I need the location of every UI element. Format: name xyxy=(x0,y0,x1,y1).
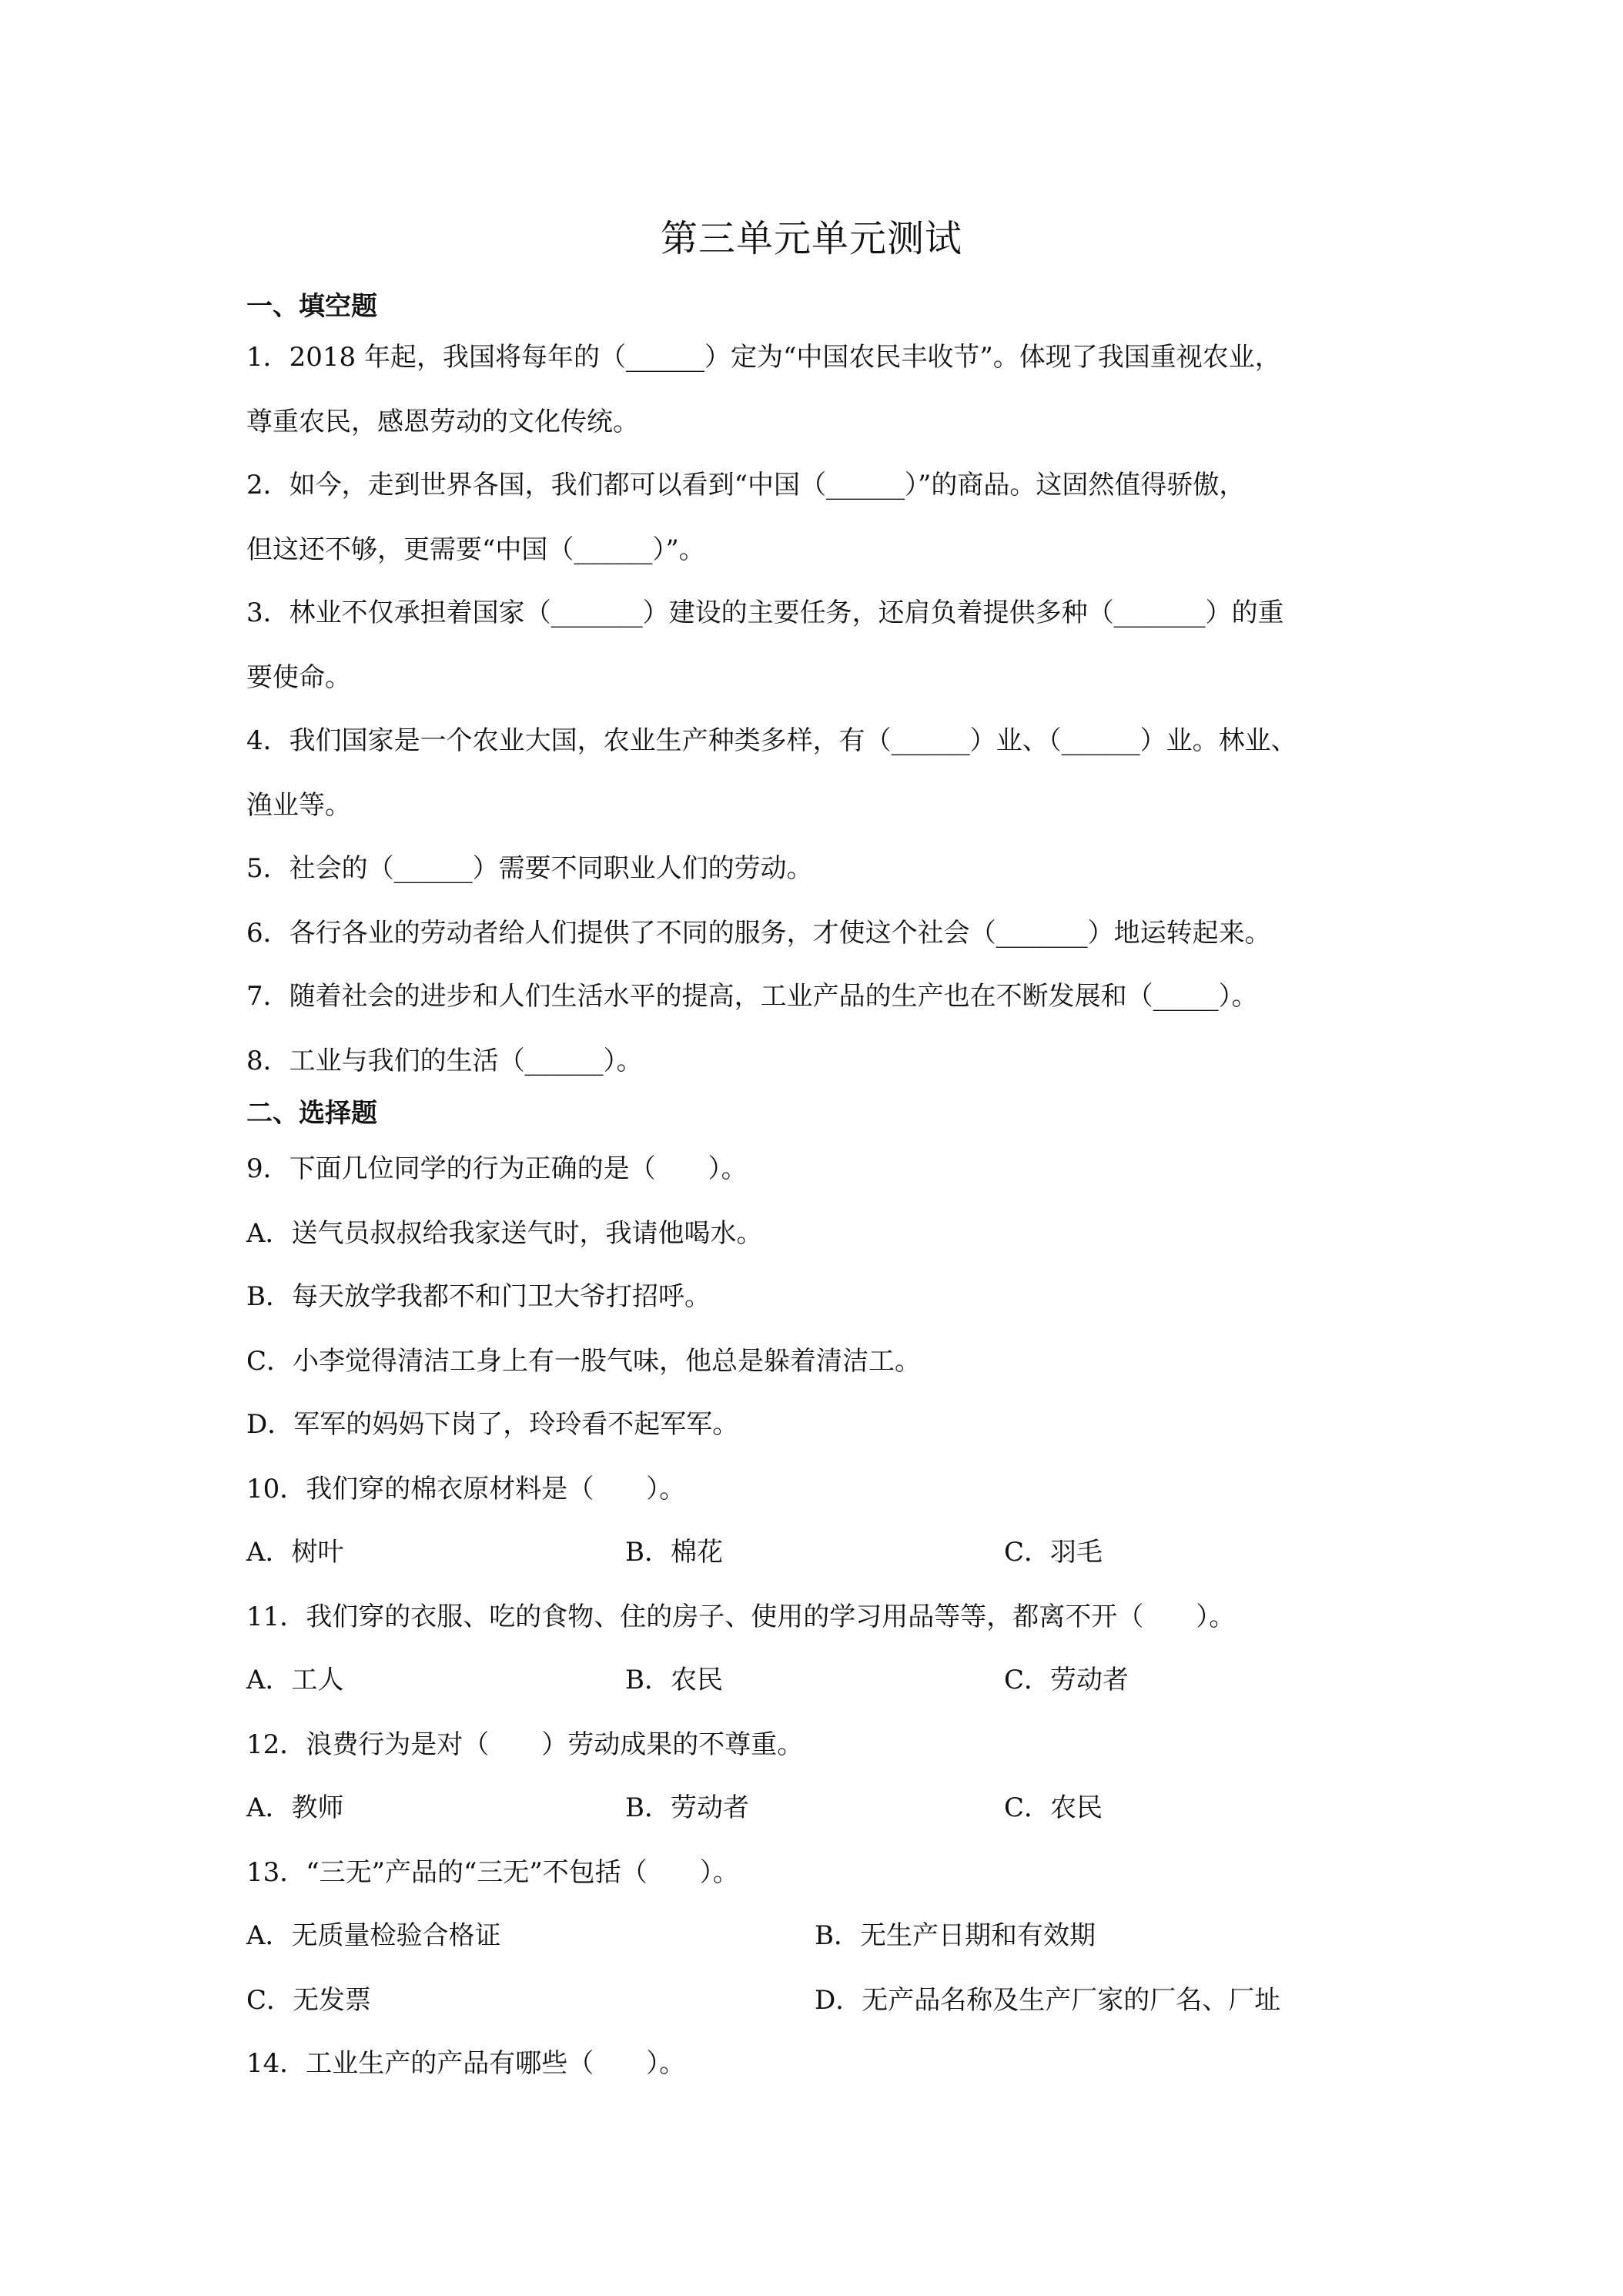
question-5: 5．社会的（______）需要不同职业人们的劳动。 xyxy=(246,853,813,884)
question-9-stem: 9．下面几位同学的行为正确的是（ ）。 xyxy=(246,1153,748,1184)
question-10-option-b: B．棉花 xyxy=(625,1537,723,1568)
question-9-option-c: C．小李觉得清洁工身上有一股气味，他总是躲着清洁工。 xyxy=(246,1346,922,1377)
question-11-option-a: A．工人 xyxy=(246,1665,344,1695)
question-4-line-2: 渔业等。 xyxy=(246,790,351,821)
section-heading-fill-blank: 一、填空题 xyxy=(246,291,377,322)
question-13-stem: 13．“三无”产品的“三无”不包括（ ）。 xyxy=(246,1857,739,1888)
question-11-stem: 11．我们穿的衣服、吃的食物、住的房子、使用的学习用品等等，都离不开（ ）。 xyxy=(246,1602,1236,1632)
question-13-option-b: B．无生产日期和有效期 xyxy=(815,1920,1096,1951)
question-12-option-a: A．教师 xyxy=(246,1792,344,1823)
question-2-line-1: 2．如今，走到世界各国，我们都可以看到“中国（______）”的商品。这固然值得骄傲， xyxy=(246,470,1246,500)
question-9-option-a: A．送气员叔叔给我家送气时，我请他喝水。 xyxy=(246,1218,763,1249)
question-9-option-b: B．每天放学我都不和门卫大爷打招呼。 xyxy=(246,1281,711,1312)
page-title: 第三单元单元测试 xyxy=(660,217,962,260)
question-4-line-1: 4．我们国家是一个农业大国，农业生产种类多样，有（______）业、（______）业。林业、 xyxy=(246,725,1297,756)
question-12-option-b: B．劳动者 xyxy=(625,1792,749,1823)
question-7: 7．随着社会的进步和人们生活水平的提高，工业产品的生产也在不断发展和（_____）。 xyxy=(246,981,1258,1012)
question-3-line-2: 要使命。 xyxy=(246,662,351,693)
question-11-option-b: B．农民 xyxy=(625,1665,723,1695)
question-1-line-2: 尊重农民，感恩劳动的文化传统。 xyxy=(246,407,639,437)
question-1-line-1: 1．2018 年起，我国将每年的（______）定为“中国农民丰收节”。体现了我国重视农业， xyxy=(246,342,1281,373)
question-10-option-a: A．树叶 xyxy=(246,1537,344,1568)
question-13-option-d: D．无产品名称及生产厂家的厂名、厂址 xyxy=(815,1985,1281,2016)
question-10-stem: 10．我们穿的棉衣原材料是（ ）。 xyxy=(246,1474,686,1504)
question-8: 8．工业与我们的生活（______）。 xyxy=(246,1046,643,1076)
question-3-line-1: 3．林业不仅承担着国家（_______）建设的主要任务，还肩负着提供多种（_______）的重 xyxy=(246,597,1284,628)
question-14-stem: 14．工业生产的产品有哪些（ ）。 xyxy=(246,2048,686,2079)
question-2-line-2: 但这还不够，更需要“中国（______）”。 xyxy=(246,534,705,565)
question-12-option-c: C．农民 xyxy=(1004,1792,1103,1823)
question-9-option-d: D．军军的妈妈下岗了，玲玲看不起军军。 xyxy=(246,1409,739,1440)
question-6: 6．各行各业的劳动者给人们提供了不同的服务，才使这个社会（_______）地运转起来。 xyxy=(246,918,1271,949)
question-13-option-c: C．无发票 xyxy=(246,1985,372,2016)
question-10-option-c: C．羽毛 xyxy=(1004,1537,1103,1568)
question-12-stem: 12．浪费行为是对（ ）劳动成果的不尊重。 xyxy=(246,1729,804,1760)
question-13-option-a: A．无质量检验合格证 xyxy=(246,1920,501,1951)
section-heading-multiple-choice: 二、选择题 xyxy=(246,1098,377,1129)
question-11-option-c: C．劳动者 xyxy=(1004,1665,1129,1695)
